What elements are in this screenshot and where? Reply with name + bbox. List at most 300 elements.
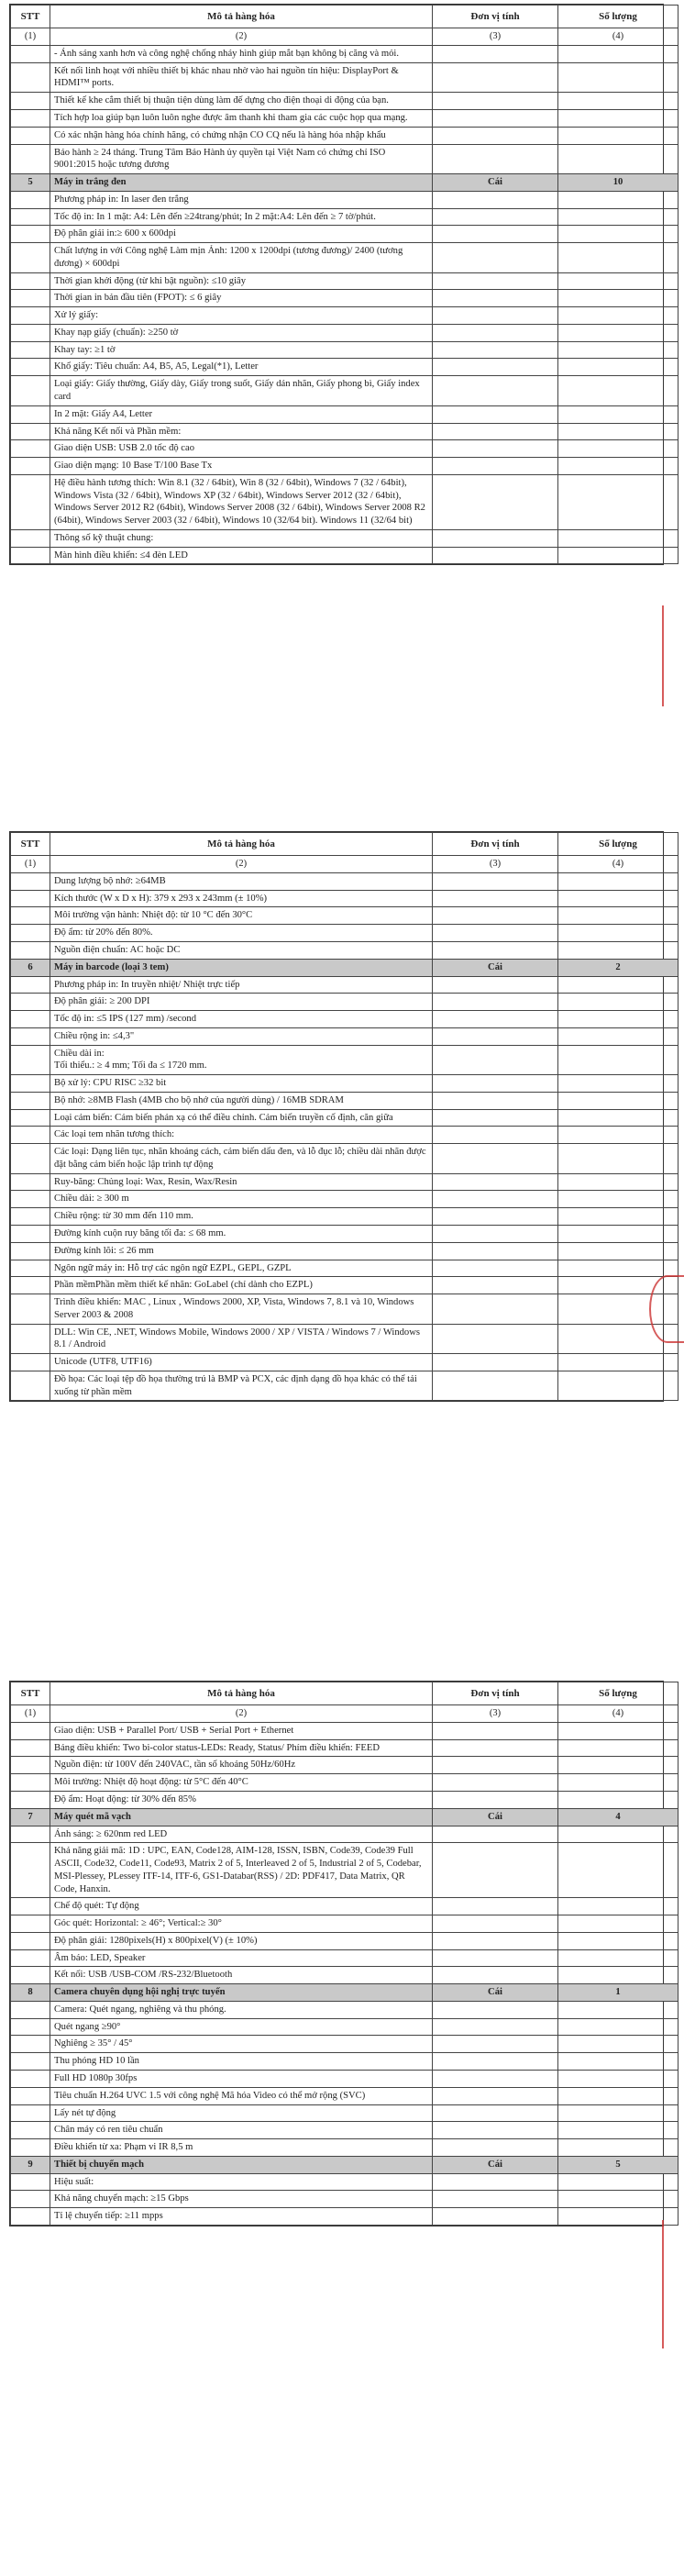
quantity-cell — [558, 2122, 678, 2139]
spec-row — [11, 1843, 678, 1898]
spec-row — [11, 405, 678, 423]
description-cell: Nguồn điện chuẩn: AC hoặc DC — [50, 942, 433, 960]
quantity-cell — [558, 243, 678, 273]
unit-cell — [433, 127, 558, 144]
quantity-cell — [558, 529, 678, 547]
description-cell: DLL: Win CE, .NET, Windows Mobile, Windows 2000 / XP / VISTA / Windows 7 / Windows 8.1 / Android — [50, 1324, 433, 1354]
quantity-cell — [558, 2087, 678, 2104]
spec-row — [11, 1173, 678, 1191]
stt-cell — [11, 1173, 50, 1191]
spec-row — [11, 1045, 678, 1075]
unit-cell — [433, 1898, 558, 1915]
quantity-cell — [558, 2208, 678, 2226]
quantity-cell — [558, 1739, 678, 1757]
quantity-cell — [558, 2191, 678, 2208]
description-cell: Trình điều khiển: MAC , Linux , Windows 2000, XP, Vista, Windows 7, 8.1 và 10, Windows Server 2003 & 2008 — [50, 1294, 433, 1325]
description-cell: Chiều rộng: từ 30 mm đến 110 mm. — [50, 1208, 433, 1226]
description-cell: Thu phóng HD 10 lần — [50, 2053, 433, 2071]
unit-cell — [433, 1739, 558, 1757]
stt-cell — [11, 1027, 50, 1045]
col-header-quantity: Số lượng — [558, 1682, 678, 1705]
spec-row — [11, 1949, 678, 1967]
stt-cell — [11, 2087, 50, 2104]
unit-cell — [433, 110, 558, 128]
description-cell: Ánh sáng: ≥ 620nm red LED — [50, 1826, 433, 1843]
quantity-cell — [558, 1843, 678, 1898]
spec-row — [11, 226, 678, 243]
spec-row — [11, 458, 678, 475]
unit-cell — [433, 2104, 558, 2122]
stt-cell — [11, 341, 50, 359]
item-group-row — [11, 174, 678, 192]
stt-cell — [11, 1949, 50, 1967]
numbering-cell: (1) — [11, 28, 50, 46]
unit-cell — [433, 2139, 558, 2157]
stt-cell — [11, 1191, 50, 1208]
description-cell: Độ ẩm: Hoạt động: từ 30% đến 85% — [50, 1792, 433, 1809]
numbering-cell: (4) — [558, 28, 678, 46]
unit-cell — [433, 144, 558, 174]
numbering-cell: (3) — [433, 28, 558, 46]
stt-cell — [11, 1075, 50, 1093]
stt-cell — [11, 925, 50, 942]
stt-cell — [11, 1277, 50, 1294]
stt-cell — [11, 890, 50, 907]
stt-cell — [11, 1208, 50, 1226]
quantity-cell — [558, 2018, 678, 2036]
description-cell: Thiết kế khe cắm thiết bị thuận tiện dùng làm đế dựng cho điện thoại di động của bạn. — [50, 93, 433, 110]
spec-row — [11, 872, 678, 890]
spec-row — [11, 1208, 678, 1226]
unit-cell — [433, 2173, 558, 2191]
spec-row — [11, 1011, 678, 1028]
description-cell: Dung lượng bộ nhớ: ≥64MB — [50, 872, 433, 890]
unit-cell: Cái — [433, 1808, 558, 1826]
unit-cell: Cái — [433, 1984, 558, 2002]
item-group-row — [11, 1984, 678, 2002]
item-group-row — [11, 2156, 678, 2173]
description-cell: Nghiêng ≥ 35° / 45° — [50, 2036, 433, 2053]
description-cell: Xử lý giấy: — [50, 307, 433, 325]
spec-row — [11, 1722, 678, 1739]
stt-cell — [11, 2122, 50, 2139]
stt-cell — [11, 1739, 50, 1757]
stt-cell — [11, 307, 50, 325]
description-cell: - Ánh sáng xanh hơn và công nghệ chống nháy hình giúp mắt bạn không bị căng và mỏi. — [50, 45, 433, 62]
description-cell: Thông số kỹ thuật chung: — [50, 529, 433, 547]
unit-cell — [433, 2036, 558, 2053]
quantity-cell — [558, 2001, 678, 2018]
table-body — [11, 872, 678, 1401]
stt-cell — [11, 942, 50, 960]
quantity-cell — [558, 2104, 678, 2122]
description-cell: Ruy-băng: Chủng loại: Wax, Resin, Wax/Resin — [50, 1173, 433, 1191]
unit-cell — [433, 1722, 558, 1739]
stt-cell — [11, 1011, 50, 1028]
quantity-cell — [558, 423, 678, 440]
description-cell: Tốc độ in: In 1 mặt: A4: Lên đến ≥24trang/phút; In 2 mặt:A4: Lên đến ≥ 7 tờ/phút. — [50, 208, 433, 226]
quantity-cell — [558, 1898, 678, 1915]
quantity-cell — [558, 1949, 678, 1967]
quantity-cell — [558, 93, 678, 110]
quantity-cell — [558, 872, 678, 890]
stt-cell — [11, 1371, 50, 1401]
stt-cell — [11, 2139, 50, 2157]
stt-cell — [11, 529, 50, 547]
description-cell: Nguồn điện: từ 100V đến 240VAC, tần số khoảng 50Hz/60Hz — [50, 1757, 433, 1774]
unit-cell — [433, 2001, 558, 2018]
spec-row — [11, 2018, 678, 2036]
spec-row — [11, 45, 678, 62]
spec-row — [11, 1075, 678, 1093]
spec-table-page-1 — [10, 5, 678, 564]
stt-cell — [11, 272, 50, 290]
quantity-cell — [558, 1792, 678, 1809]
stt-cell — [11, 994, 50, 1011]
unit-cell — [433, 208, 558, 226]
spec-row — [11, 1144, 678, 1174]
stt-cell: 8 — [11, 1984, 50, 2002]
stt-cell — [11, 872, 50, 890]
unit-cell — [433, 1092, 558, 1109]
quantity-cell — [558, 341, 678, 359]
item-group-row — [11, 1808, 678, 1826]
description-cell: Máy quét mã vạch — [50, 1808, 433, 1826]
quantity-cell: 5 — [558, 2156, 678, 2173]
unit-cell — [433, 1109, 558, 1127]
spec-row — [11, 890, 678, 907]
spec-table-page-2 — [10, 832, 678, 1401]
unit-cell — [433, 1075, 558, 1093]
red-margin-stamp — [662, 605, 684, 706]
stt-cell — [11, 474, 50, 529]
quantity-cell — [558, 110, 678, 128]
unit-cell — [433, 272, 558, 290]
stt-cell — [11, 1260, 50, 1277]
quantity-cell — [558, 1027, 678, 1045]
stt-cell — [11, 1045, 50, 1075]
col-header-unit: Đơn vị tính — [433, 833, 558, 856]
stt-cell — [11, 2191, 50, 2208]
stt-cell — [11, 62, 50, 93]
stt-cell: 5 — [11, 174, 50, 192]
unit-cell — [433, 243, 558, 273]
description-cell: Chiều rộng in: ≤4,3" — [50, 1027, 433, 1045]
stt-cell — [11, 440, 50, 458]
stt-cell — [11, 1967, 50, 1984]
description-cell: Âm báo: LED, Speaker — [50, 1949, 433, 1967]
stt-cell — [11, 1226, 50, 1243]
unit-cell — [433, 1949, 558, 1967]
description-cell: Tiêu chuẩn H.264 UVC 1.5 với công nghệ Mã hóa Video có thể mở rộng (SVC) — [50, 2087, 433, 2104]
quantity-cell — [558, 1045, 678, 1075]
description-cell: Tốc độ in: ≤5 IPS (127 mm) /second — [50, 1011, 433, 1028]
unit-cell — [433, 1826, 558, 1843]
unit-cell — [433, 290, 558, 307]
unit-cell — [433, 2087, 558, 2104]
spec-row — [11, 144, 678, 174]
spec-row — [11, 2071, 678, 2088]
spec-row — [11, 243, 678, 273]
unit-cell — [433, 942, 558, 960]
description-cell: Môi trường: Nhiệt độ hoạt động: từ 5°C đến 40°C — [50, 1774, 433, 1792]
spec-row — [11, 474, 678, 529]
unit-cell — [433, 2208, 558, 2226]
quantity-cell: 1 — [558, 1984, 678, 2002]
spec-row — [11, 324, 678, 341]
unit-cell — [433, 547, 558, 564]
table-body — [11, 1722, 678, 2225]
description-cell: Giao diện mạng: 10 Base T/100 Base Tx — [50, 458, 433, 475]
numbering-cell: (3) — [433, 1705, 558, 1723]
unit-cell — [433, 2122, 558, 2139]
spec-row — [11, 2173, 678, 2191]
description-cell: Thiết bị chuyển mạch — [50, 2156, 433, 2173]
table-body — [11, 45, 678, 564]
red-round-seal — [649, 1275, 684, 1343]
quantity-cell — [558, 1757, 678, 1774]
description-cell: Kích thước (W x D x H): 379 x 293 x 243mm (± 10%) — [50, 890, 433, 907]
description-cell: Quét ngang ≥90° — [50, 2018, 433, 2036]
stt-cell — [11, 1757, 50, 1774]
spec-row — [11, 307, 678, 325]
description-cell: Khả năng chuyển mạch: ≥15 Gbps — [50, 2191, 433, 2208]
unit-cell — [433, 2191, 558, 2208]
description-cell: Điều khiển từ xa: Phạm vi IR 8,5 m — [50, 2139, 433, 2157]
unit-cell — [433, 976, 558, 994]
quantity-cell — [558, 2139, 678, 2157]
description-cell: Phương pháp in: In truyền nhiệt/ Nhiệt trực tiếp — [50, 976, 433, 994]
quantity-cell — [558, 547, 678, 564]
page-3 — [9, 1681, 664, 2226]
stt-cell — [11, 191, 50, 208]
unit-cell — [433, 1774, 558, 1792]
stt-cell — [11, 1843, 50, 1898]
unit-cell — [433, 1144, 558, 1174]
spec-row — [11, 2087, 678, 2104]
spec-row — [11, 1191, 678, 1208]
unit-cell — [433, 925, 558, 942]
unit-cell — [433, 1932, 558, 1949]
quantity-cell — [558, 1932, 678, 1949]
quantity-cell — [558, 1173, 678, 1191]
numbering-cell: (4) — [558, 856, 678, 873]
quantity-cell — [558, 2036, 678, 2053]
spec-row — [11, 2208, 678, 2226]
description-cell: Thời gian in bản đầu tiên (FPOT): ≤ 6 giây — [50, 290, 433, 307]
stt-cell — [11, 243, 50, 273]
quantity-cell — [558, 1967, 678, 1984]
unit-cell — [433, 1277, 558, 1294]
quantity-cell — [558, 144, 678, 174]
stt-cell — [11, 2173, 50, 2191]
quantity-cell — [558, 1226, 678, 1243]
spec-row — [11, 272, 678, 290]
stt-cell — [11, 1242, 50, 1260]
quantity-cell — [558, 1915, 678, 1933]
spec-row — [11, 942, 678, 960]
col-header-stt: STT — [11, 833, 50, 856]
header-row — [11, 1682, 678, 1705]
description-cell: Kết nối: USB /USB-COM /RS-232/Bluetooth — [50, 1967, 433, 1984]
stt-cell — [11, 2036, 50, 2053]
unit-cell — [433, 226, 558, 243]
unit-cell — [433, 376, 558, 406]
unit-cell — [433, 324, 558, 341]
unit-cell — [433, 1915, 558, 1933]
numbering-row — [11, 856, 678, 873]
stt-cell — [11, 359, 50, 376]
description-cell: Chân máy có ren tiêu chuẩn — [50, 2122, 433, 2139]
numbering-cell: (1) — [11, 1705, 50, 1723]
stt-cell — [11, 2104, 50, 2122]
unit-cell — [433, 45, 558, 62]
quantity-cell — [558, 62, 678, 93]
unit-cell — [433, 1967, 558, 1984]
stt-cell — [11, 2001, 50, 2018]
quantity-cell — [558, 1109, 678, 1127]
spec-row — [11, 1826, 678, 1843]
stt-cell — [11, 423, 50, 440]
spec-row — [11, 1898, 678, 1915]
spec-row — [11, 290, 678, 307]
stt-cell — [11, 907, 50, 925]
unit-cell — [433, 1294, 558, 1325]
stt-cell — [11, 2053, 50, 2071]
description-cell: Khay tay: ≥1 tờ — [50, 341, 433, 359]
quantity-cell — [558, 359, 678, 376]
quantity-cell — [558, 440, 678, 458]
description-cell: Chế độ quét: Tự động — [50, 1898, 433, 1915]
quantity-cell — [558, 474, 678, 529]
stt-cell — [11, 226, 50, 243]
spec-row — [11, 110, 678, 128]
stt-cell — [11, 208, 50, 226]
spec-table-page-3 — [10, 1682, 678, 2226]
quantity-cell — [558, 45, 678, 62]
spec-row — [11, 529, 678, 547]
stt-cell — [11, 1144, 50, 1174]
quantity-cell — [558, 1191, 678, 1208]
quantity-cell: 10 — [558, 174, 678, 192]
unit-cell — [433, 1191, 558, 1208]
unit-cell — [433, 1226, 558, 1243]
description-cell: Tỉ lệ chuyển tiếp: ≥11 mpps — [50, 2208, 433, 2226]
spec-row — [11, 440, 678, 458]
spec-row — [11, 1260, 678, 1277]
description-cell: Độ ẩm: từ 20% đến 80%. — [50, 925, 433, 942]
quantity-cell — [558, 1092, 678, 1109]
spec-row — [11, 359, 678, 376]
description-cell: Độ phân giải: 1280pixels(H) x 800pixel(V) (± 10%) — [50, 1932, 433, 1949]
quantity-cell — [558, 942, 678, 960]
spec-row — [11, 2104, 678, 2122]
description-cell: Khổ giấy: Tiêu chuẩn: A4, B5, A5, Legal(*1), Letter — [50, 359, 433, 376]
col-header-quantity: Số lượng — [558, 833, 678, 856]
spec-row — [11, 925, 678, 942]
unit-cell — [433, 191, 558, 208]
stt-cell — [11, 1092, 50, 1109]
quantity-cell — [558, 1127, 678, 1144]
quantity-cell — [558, 191, 678, 208]
spec-row — [11, 1792, 678, 1809]
spec-row — [11, 1757, 678, 1774]
quantity-cell — [558, 907, 678, 925]
unit-cell — [433, 423, 558, 440]
stt-cell — [11, 290, 50, 307]
unit-cell — [433, 341, 558, 359]
stt-cell — [11, 144, 50, 174]
unit-cell — [433, 1242, 558, 1260]
unit-cell — [433, 62, 558, 93]
col-header-description: Mô tả hàng hóa — [50, 6, 433, 28]
quantity-cell — [558, 2053, 678, 2071]
unit-cell — [433, 440, 558, 458]
stt-cell — [11, 1127, 50, 1144]
description-cell: Độ phân giải in:≥ 600 x 600dpi — [50, 226, 433, 243]
quantity-cell — [558, 2173, 678, 2191]
unit-cell — [433, 307, 558, 325]
description-cell: Tích hợp loa giúp bạn luôn luôn nghe được âm thanh khi tham gia các cuộc họp qua mạng. — [50, 110, 433, 128]
description-cell: Loại giấy: Giấy thường, Giấy dày, Giấy trong suốt, Giấy dán nhãn, Giấy phong bì, Giấy index card — [50, 376, 433, 406]
stt-cell — [11, 458, 50, 475]
description-cell: Khả năng Kết nối và Phần mềm: — [50, 423, 433, 440]
numbering-row — [11, 28, 678, 46]
quantity-cell — [558, 1774, 678, 1792]
description-cell: Giao diện USB: USB 2.0 tốc độ cao — [50, 440, 433, 458]
quantity-cell — [558, 1354, 678, 1371]
page-1 — [9, 4, 664, 565]
unit-cell: Cái — [433, 2156, 558, 2173]
stt-cell: 9 — [11, 2156, 50, 2173]
spec-row — [11, 976, 678, 994]
header-row — [11, 6, 678, 28]
description-cell: Khay nạp giấy (chuẩn): ≥250 tờ — [50, 324, 433, 341]
description-cell: Đường kính lõi: ≤ 26 mm — [50, 1242, 433, 1260]
spec-row — [11, 1932, 678, 1949]
unit-cell — [433, 1354, 558, 1371]
spec-row — [11, 907, 678, 925]
description-cell: In 2 mặt: Giấy A4, Letter — [50, 405, 433, 423]
quantity-cell — [558, 1722, 678, 1739]
spec-row — [11, 208, 678, 226]
description-cell: Bộ nhớ: ≥8MB Flash (4MB cho bộ nhớ của người dùng) / 16MB SDRAM — [50, 1092, 433, 1109]
spec-row — [11, 1967, 678, 1984]
unit-cell — [433, 1843, 558, 1898]
stt-cell — [11, 376, 50, 406]
spec-row — [11, 994, 678, 1011]
quantity-cell: 4 — [558, 1808, 678, 1826]
description-cell: Ngôn ngữ máy in: Hỗ trợ các ngôn ngữ EZPL, GEPL, GZPL — [50, 1260, 433, 1277]
spec-row — [11, 1371, 678, 1401]
unit-cell — [433, 2071, 558, 2088]
unit-cell — [433, 458, 558, 475]
description-cell: Lấy nét tự động — [50, 2104, 433, 2122]
quantity-cell — [558, 1260, 678, 1277]
description-cell: Máy in trắng đen — [50, 174, 433, 192]
header-row — [11, 833, 678, 856]
description-cell: Chiều dài: ≥ 300 m — [50, 1191, 433, 1208]
stt-cell — [11, 1915, 50, 1933]
stt-cell — [11, 1324, 50, 1354]
spec-row — [11, 191, 678, 208]
quantity-cell — [558, 1075, 678, 1093]
unit-cell — [433, 890, 558, 907]
description-cell: Khả năng giải mã: 1D : UPC, EAN, Code128, AIM-128, ISSN, ISBN, Code39, Code39 Full ASCII, Code32, Code11, Code93, Matrix 2 of 5, Interleaved 2 of 5, Industrial 2 of 5, Codebar, MSI-Plessey, PLessey ITF-14, ITF-6, GS1-Databar(RSS) / 2D: PDF417, Data Matrix, QR Code, Hanxin. — [50, 1843, 433, 1898]
description-cell: Phần mềmPhần mềm thiết kế nhãn: GoLabel (chỉ dành cho EZPL) — [50, 1277, 433, 1294]
description-cell: Các loại tem nhãn tương thích: — [50, 1127, 433, 1144]
spec-row — [11, 1915, 678, 1933]
